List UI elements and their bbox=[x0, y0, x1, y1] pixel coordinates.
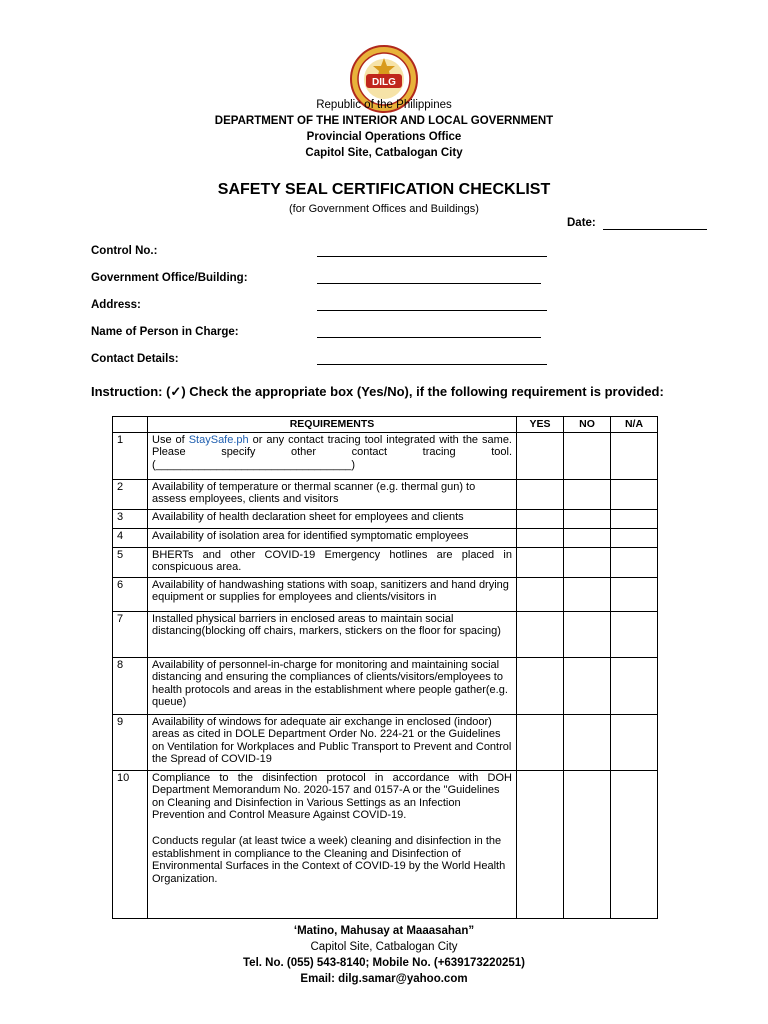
yes-checkbox[interactable] bbox=[517, 657, 564, 714]
yes-checkbox[interactable] bbox=[517, 770, 564, 918]
no-checkbox[interactable] bbox=[564, 432, 611, 479]
na-header: N/A bbox=[611, 417, 658, 433]
control-no-field[interactable] bbox=[317, 256, 547, 257]
requirement-text: Availability of handwashing stations with soap, sanitizers and hand drying equipment or supplies for employees and clients/visitors in bbox=[148, 577, 517, 611]
requirements-table bbox=[112, 416, 658, 919]
date-label: Date: bbox=[567, 217, 596, 229]
cleaning-text-d: Environmental Surfaces in the Context of COVID-19 by the World Health Organization. bbox=[152, 860, 506, 885]
no-header: NO bbox=[564, 417, 611, 433]
no-checkbox[interactable] bbox=[564, 547, 611, 577]
yes-checkbox[interactable] bbox=[517, 547, 564, 577]
no-checkbox[interactable] bbox=[564, 657, 611, 714]
no-checkbox[interactable] bbox=[564, 479, 611, 509]
na-checkbox[interactable] bbox=[611, 547, 658, 577]
disinfection-text-a: Compliance to the disinfection protocol in accordance with DOH Department Memorandum No. 2020-157 and 0157-A or the "Guidelines bbox=[152, 771, 512, 797]
table-row bbox=[113, 509, 658, 528]
contact-field[interactable] bbox=[317, 364, 547, 365]
cleaning-text-c: Conducts regular (at least twice a week) cleaning and disinfection in the establishment in compliance to the Cleaning and Disinfection of bbox=[152, 834, 502, 860]
footer-address: Capitol Site, Catbalogan City bbox=[310, 941, 458, 953]
requirement-text: Availability of health declaration sheet for employees and clients bbox=[148, 509, 517, 528]
requirement-text: Availability of personnel-in-charge for monitoring and maintaining social distancing and ensuring the compliances of clients/visitors/employees to health protocols and areas in the establishment where people gather(e.g. queue) bbox=[148, 657, 517, 714]
instruction-text: Instruction: (✓) Check the appropriate box (Yes/No), if the following requirement is provided: bbox=[91, 384, 664, 399]
yes-checkbox[interactable] bbox=[517, 577, 564, 611]
control-no-label: Control No.: bbox=[91, 245, 158, 257]
page-title: SAFETY SEAL CERTIFICATION CHECKLIST bbox=[217, 181, 551, 198]
row-number: 7 bbox=[113, 611, 148, 657]
no-checkbox[interactable] bbox=[564, 611, 611, 657]
footer-email: Email: dilg.samar@yahoo.com bbox=[300, 973, 468, 985]
table-row bbox=[113, 611, 658, 657]
na-checkbox[interactable] bbox=[611, 714, 658, 770]
na-checkbox[interactable] bbox=[611, 770, 658, 918]
na-checkbox[interactable] bbox=[611, 577, 658, 611]
table-row bbox=[113, 479, 658, 509]
office-field[interactable] bbox=[317, 283, 541, 284]
requirement-text: Availability of temperature or thermal scanner (e.g. thermal gun) to assess employees, clients and visitors bbox=[148, 479, 517, 509]
num-header bbox=[113, 417, 148, 433]
row-number: 5 bbox=[113, 547, 148, 577]
person-label: Name of Person in Charge: bbox=[91, 326, 239, 338]
row-number: 9 bbox=[113, 714, 148, 770]
no-checkbox[interactable] bbox=[564, 509, 611, 528]
yes-checkbox[interactable] bbox=[517, 479, 564, 509]
header-office: Provincial Operations Office bbox=[306, 131, 462, 143]
requirement-text: Installed physical barriers in enclosed areas to maintain social distancing(blocking off chairs, markers, stickers on the floor for spacing) bbox=[148, 611, 517, 657]
requirement-text: Availability of windows for adequate air exchange in enclosed (indoor) areas as cited in DOLE Department Order No. 224-21 or the Guidelines on Ventilation for Workplaces and Public Transport to Prevent and Control the Spread of COVID-19 bbox=[148, 714, 517, 770]
person-field[interactable] bbox=[317, 337, 541, 338]
row-number: 6 bbox=[113, 577, 148, 611]
address-field[interactable] bbox=[317, 310, 547, 311]
table-row bbox=[113, 432, 658, 479]
staysafe-link[interactable]: StaySafe.ph bbox=[188, 433, 249, 446]
row-number: 3 bbox=[113, 509, 148, 528]
header-department: DEPARTMENT OF THE INTERIOR AND LOCAL GOVERNMENT bbox=[214, 115, 554, 127]
seal-text: DILG bbox=[372, 77, 396, 88]
table-row bbox=[113, 528, 658, 547]
table-header-row bbox=[113, 417, 658, 433]
row-number: 10 bbox=[113, 770, 148, 918]
header-republic: Republic of the Philippines bbox=[316, 99, 452, 111]
table-row bbox=[113, 657, 658, 714]
row-number: 8 bbox=[113, 657, 148, 714]
yes-checkbox[interactable] bbox=[517, 509, 564, 528]
no-checkbox[interactable] bbox=[564, 528, 611, 547]
header-address: Capitol Site, Catbalogan City bbox=[305, 147, 463, 159]
yes-checkbox[interactable] bbox=[517, 432, 564, 479]
requirements-header: REQUIREMENTS bbox=[148, 417, 517, 433]
table-row bbox=[113, 770, 658, 918]
row-number: 4 bbox=[113, 528, 148, 547]
requirement-text: Availability of isolation area for identified symptomatic employees bbox=[148, 528, 517, 547]
page-subtitle: (for Government Offices and Buildings) bbox=[289, 203, 479, 215]
address-label: Address: bbox=[91, 299, 141, 311]
footer-motto: ‘Matino, Mahusay at Maaasahan” bbox=[293, 925, 475, 937]
na-checkbox[interactable] bbox=[611, 479, 658, 509]
row-number: 1 bbox=[113, 432, 148, 479]
table-row bbox=[113, 714, 658, 770]
contact-label: Contact Details: bbox=[91, 353, 179, 365]
na-checkbox[interactable] bbox=[611, 657, 658, 714]
footer-phone: Tel. No. (055) 543-8140; Mobile No. (+639173220251) bbox=[243, 957, 525, 969]
table-row bbox=[113, 547, 658, 577]
na-checkbox[interactable] bbox=[611, 611, 658, 657]
requirement-text bbox=[148, 770, 517, 918]
yes-checkbox[interactable] bbox=[517, 714, 564, 770]
na-checkbox[interactable] bbox=[611, 509, 658, 528]
date-field[interactable] bbox=[603, 229, 707, 230]
row-number: 2 bbox=[113, 479, 148, 509]
disinfection-text-b: on Cleaning and Disinfection in Various Settings as an Infection Prevention and Control Measure Against COVID-19. bbox=[152, 796, 461, 822]
requirement-text: BHERTs and other COVID-19 Emergency hotlines are placed in conspicuous area. bbox=[148, 547, 517, 577]
office-label: Government Office/Building: bbox=[91, 272, 248, 284]
na-checkbox[interactable] bbox=[611, 528, 658, 547]
no-checkbox[interactable] bbox=[564, 577, 611, 611]
yes-header: YES bbox=[517, 417, 564, 433]
no-checkbox[interactable] bbox=[564, 770, 611, 918]
yes-checkbox[interactable] bbox=[517, 528, 564, 547]
table-row bbox=[113, 577, 658, 611]
yes-checkbox[interactable] bbox=[517, 611, 564, 657]
no-checkbox[interactable] bbox=[564, 714, 611, 770]
na-checkbox[interactable] bbox=[611, 432, 658, 479]
requirement-text: Use of StaySafe.ph or any contact tracing tool integrated with the same. Please specify other contact tracing tool. (________________________________) bbox=[148, 432, 517, 479]
